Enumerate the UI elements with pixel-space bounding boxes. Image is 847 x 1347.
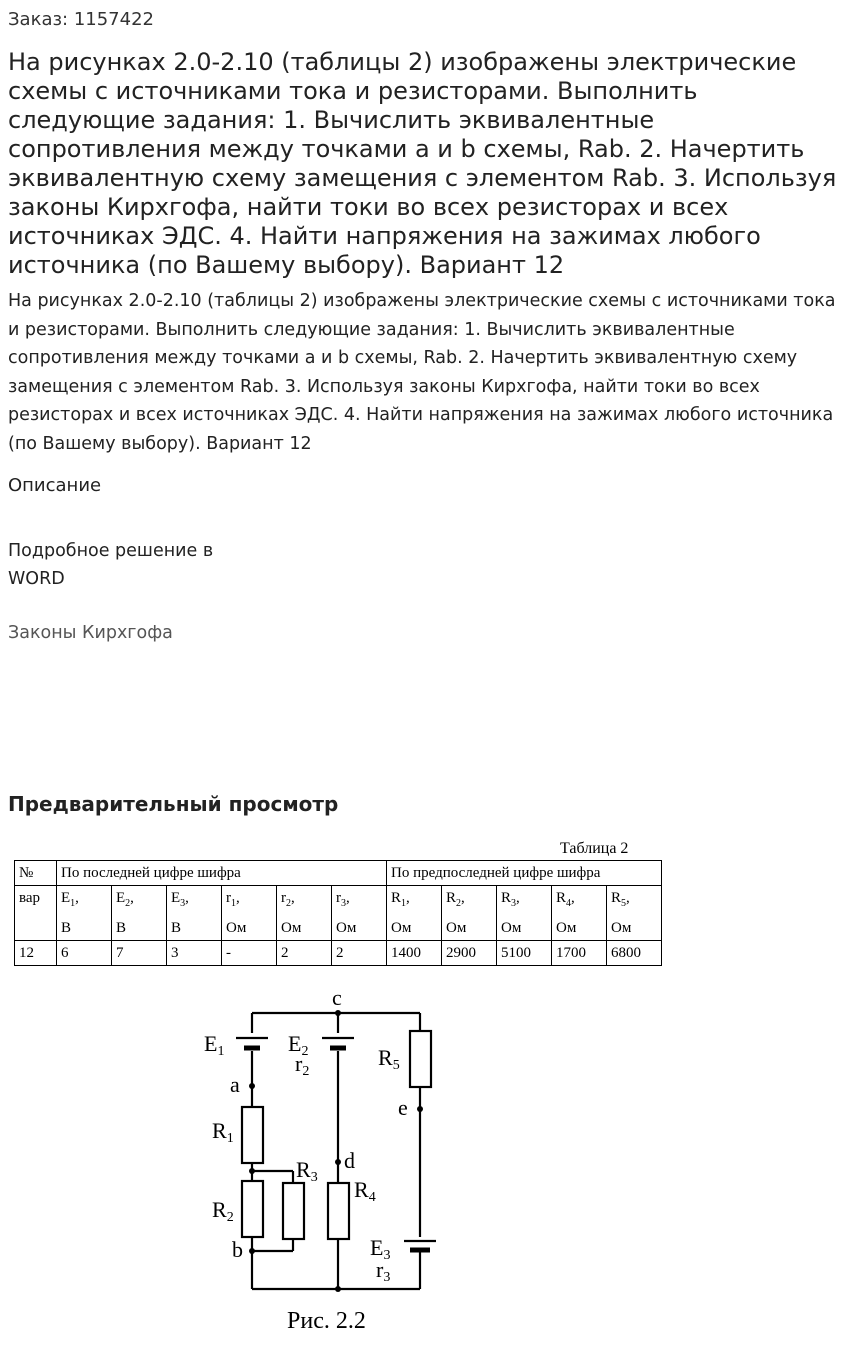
param-unit: Ом [336, 920, 357, 936]
param-unit: Ом [501, 920, 522, 936]
param-unit: Ом [556, 920, 577, 936]
node-r1-r2-dot [249, 1168, 255, 1174]
resistor-r2 [242, 1181, 263, 1237]
param-symbol: E [171, 890, 181, 906]
preview-heading: Предварительный просмотр [8, 792, 339, 816]
figure-caption: Рис. 2.2 [287, 1308, 366, 1334]
label-e2: E2 [288, 1031, 309, 1059]
label-node-a: a [230, 1072, 240, 1097]
label-e1: E1 [204, 1031, 225, 1059]
param-symbol: R [611, 890, 622, 906]
label-node-e: e [398, 1095, 408, 1120]
circuit-wires [252, 1013, 420, 1289]
group-header-prelast-digit: По предпоследней цифре шифра [387, 861, 662, 886]
param-header-r3: $R_3$, Ом [497, 886, 552, 941]
value-cell-r4: 1700 [552, 941, 607, 966]
param-symbol: R [446, 890, 457, 906]
resistor-r5 [410, 1031, 431, 1087]
value-cell-r3: 5100 [497, 941, 552, 966]
node-e-dot [417, 1106, 423, 1112]
resistor-r4 [328, 1183, 349, 1239]
label-node-d: d [344, 1148, 355, 1173]
param-subscript: 3 [511, 898, 517, 909]
param-symbol: R [391, 890, 402, 906]
param-unit: Ом [446, 920, 467, 936]
value-cell-r5: 6800 [607, 941, 662, 966]
tag-link-kirchhoff[interactable]: Законы Кирхгофа [8, 623, 173, 643]
param-unit: Ом [391, 920, 412, 936]
param-header-r4: $R_4$, Ом [552, 886, 607, 941]
param-subscript: 4 [566, 898, 572, 909]
param-header-r1: $R_1$, Ом [387, 886, 442, 941]
value-cell-e1: 6 [57, 941, 112, 966]
table-caption: Таблица 2 [560, 840, 629, 857]
param-symbol: R [556, 890, 567, 906]
param-subscript: 1 [401, 898, 407, 909]
param-subscript: 1 [70, 898, 76, 909]
label-node-c: c [332, 985, 342, 1010]
param-header-e2: $E_2$, В [112, 886, 167, 941]
resistors [242, 1031, 431, 1239]
node-d-dot [335, 1159, 341, 1165]
param-subscript: 5 [621, 898, 627, 909]
label-r2: R2 [212, 1197, 234, 1225]
label-r1: R1 [212, 1118, 234, 1146]
label-node-b: b [232, 1237, 243, 1262]
param-header-e3: $E_3$, В [167, 886, 222, 941]
param-header-r2: $r_2$, Ом [277, 886, 332, 941]
param-subscript: 2 [286, 898, 291, 909]
param-header-r2: $R_2$, Ом [442, 886, 497, 941]
node-c-dot [335, 1010, 341, 1016]
label-e3: E3 [370, 1235, 391, 1263]
solution-note: Подробное решение в WORD [8, 541, 214, 589]
param-subscript: 3 [180, 898, 186, 909]
col-variant-header: вар [15, 886, 57, 941]
param-unit: В [116, 920, 127, 936]
param-symbol: r [281, 890, 286, 906]
description-heading: Описание [8, 475, 102, 496]
label-r4: R4 [354, 1177, 376, 1205]
label-r3: R3 [296, 1157, 318, 1185]
param-symbol: R [501, 890, 512, 906]
value-cell-r2: 2900 [442, 941, 497, 966]
param-header-r3: $r_3$, Ом [332, 886, 387, 941]
task-description: На рисунках 2.0-2.10 (таблицы 2) изображены электрические схемы с источниками тока и резисторами. Выполнить следующие задания: 1. Вычислить эквивалентные сопротивления между точками a и b схемы, Rab. 2. Начертить эквивалентную схему замещения с элементом Rab. 3. Используя законы Кирхгофа, найти токи во всех резисторах и всех источниках ЭДС. 4. Найти напряжения на зажимах любого источника (по Вашему выбору). Вариант 12 [8, 291, 836, 454]
param-symbol: E [61, 890, 71, 906]
variant-number-cell: 12 [15, 941, 57, 966]
value-cell-r1: 1400 [387, 941, 442, 966]
group-header-last-digit: По последней цифре шифра [57, 861, 387, 886]
param-subscript: 1 [231, 898, 236, 909]
resistor-r1 [242, 1107, 263, 1163]
param-header-r1: $r_1$, Ом [222, 886, 277, 941]
node-a-dot [249, 1083, 255, 1089]
param-symbol: E [116, 890, 126, 906]
param-unit: В [171, 920, 182, 936]
order-number: Заказ: 1157422 [8, 9, 154, 30]
param-header-r5: $R_5$, Ом [607, 886, 662, 941]
resistor-r3 [283, 1183, 304, 1239]
col-number-header: № [15, 861, 57, 886]
page-title: На рисунках 2.0-2.10 (таблицы 2) изображены электрические схемы с источниками тока и резисторами. Выполнить следующие задания: 1. Вычислить эквивалентные сопротивления между точками a и b схемы, Rab. 2. Начертить эквивалентную схему замещения с элементом Rab. 3. Используя законы Кирхгофа, найти токи во всех резисторах и всех источниках ЭДС. 4. Найти напряжения на зажимах любого источника (по Вашему выбору). Вариант 12 [8, 48, 837, 279]
param-header-e1: $E_1$, В [57, 886, 112, 941]
param-unit: Ом [611, 920, 632, 936]
value-cell-e2: 7 [112, 941, 167, 966]
value-cell-e3: 3 [167, 941, 222, 966]
param-unit: Ом [226, 920, 247, 936]
value-cell-r1: - [222, 941, 277, 966]
param-unit: Ом [281, 920, 302, 936]
param-unit: В [61, 920, 72, 936]
value-cell-r2: 2 [277, 941, 332, 966]
circuit-diagram [190, 985, 460, 1305]
param-subscript: 3 [341, 898, 346, 909]
node-b-dot [249, 1248, 255, 1254]
param-subscript: 2 [456, 898, 462, 909]
param-subscript: 2 [125, 898, 131, 909]
variant-table [14, 860, 662, 966]
value-cell-r3: 2 [332, 941, 387, 966]
node-bottom-dot [335, 1286, 341, 1292]
label-r3-internal: r3 [376, 1257, 391, 1285]
label-r5: R5 [378, 1045, 400, 1073]
param-symbol: r [336, 890, 341, 906]
label-r2-internal: r2 [295, 1051, 310, 1079]
circuit-nodes [249, 1010, 423, 1292]
param-symbol: r [226, 890, 231, 906]
